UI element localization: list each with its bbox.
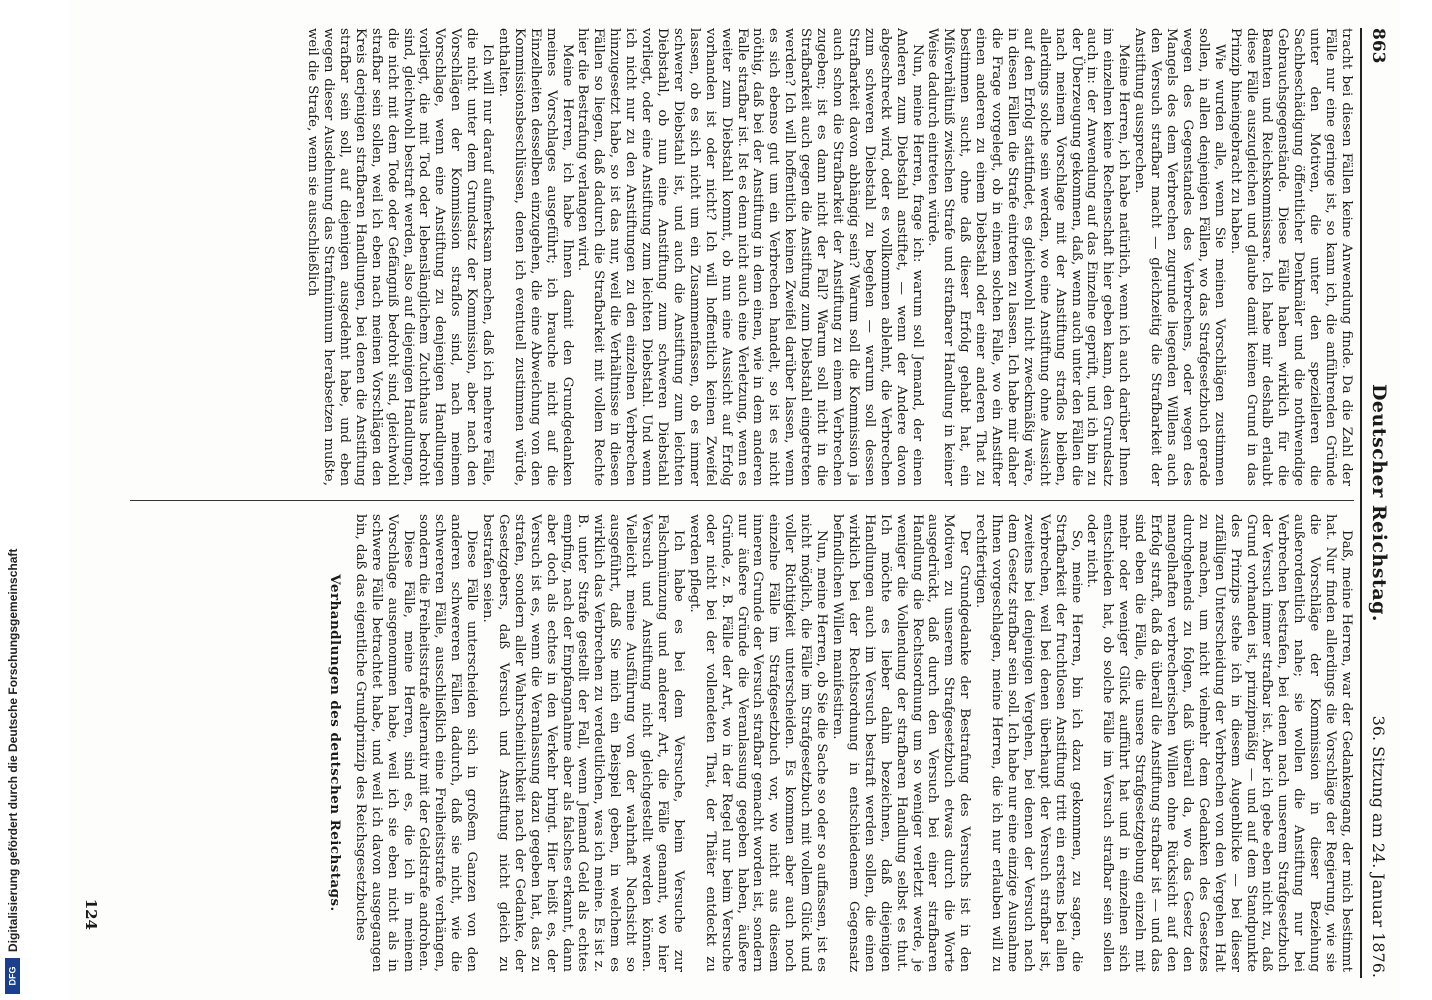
paragraph: Ich will nur darauf aufmerksam machen, daß ich mehrere Fälle, die nicht unter dem Grundsatz der Kommission, aber nach den Vorschlägen der Kommission straflos sind, nach meinem Vorschlage, wenn eine Anstiftung zu denjenigen Handlungen vorliegt, die mit Tod oder lebenslänglichem Zuchthaus bedroht sind, gleichwohl bestraft werden, also auf diejenigen Handlungen, die nicht mit dem Tode oder Gefängniß bedroht sind, gleichwohl strafbar sein sollen, weil ich eben nach meinen Vorschlägen den Kreis derjenigen strafbaren Handlungen, bei denen die Anstiftung strafbar sein soll, auf diejenigen ausgedehnt habe, und eben wegen dieser Ausdehnung das Strafminimum herabsetzen mußte, weil die Strafe, wenn sie ausschließlich	[305, 28, 496, 486]
paragraph: Diese Fälle, meine Herren, sind es, die ich in meinem Vorschlage ausgenommen habe, weil ich sie eben nicht als in schwere Fälle betrachtet habe, und weil ich davon ausgegangen bin, daß das eigentliche Grundprinzip des Reichsgesetzbuches	[352, 514, 416, 972]
page-header	[1360, 28, 1392, 978]
dfg-logo-text: DFG	[7, 966, 18, 986]
paragraph: Diese Fälle unterscheiden sich in großem Ganzen von den anderen schwereren Fällen dadurch, daß sie nicht, wie die schwereren Fälle, ausschließlich eine Freiheitsstrafe verhängen, sondern die Freiheitsstrafe alternativ mit der Geldstrafe androhen.	[416, 514, 480, 972]
text-column-left	[80, 28, 1354, 486]
footer-line: Verhandlungen des deutschen Reichstags.	[326, 574, 343, 912]
digitization-credit	[2, 0, 22, 1000]
column-divider	[130, 500, 1354, 501]
sheet-signature: 124	[82, 898, 100, 930]
credit-text: Digitalisierung gefördert durch die Deutsche Forschungsgemeinschaft	[6, 548, 20, 952]
paragraph: Meine Herren, ich habe Ihnen damit den Grundgedanken meines Vorschlages ausgeführt; ich brauche nicht auf die Einzelheiten desselben einzugehen, die eine Abweichung von den Kommissionsbeschlüssen, denen ich eventuell zustimmen würde, enthalten.	[495, 28, 575, 486]
paragraph: Daß, meine Herren, war der Gedankengang, der mich bestimmt hat. Nur finden allerdings die Vorschläge der Regierung, wie sie die Vorschläge der Kommission in dieser Beziehung außerordentlich nahe; sie wollen die Anstiftung nur bei Verbrechen bestrafen, bei denen nach unserem Strafgesetzbuch der Versuch immer strafbar ist. Aber ich gebe eben nicht zu, daß Grund vorhanden ist, prinzipmäßig — und auf dem Standpunkte des Prinzips stehe ich in diesem Augenblicke — bei dieser zufälligen Unterscheidung der Verbrechen von den Vergehen Halt zu machen, um nicht vielmehr dem Gedanken des Gesetzes durchgehends zu folgen, daß überall da, wo das Gesetz den mangelhaften verbrecherischen Willen ohne Rücksicht auf den Erfolg straft, daß da überall die Anstiftung strafbar ist — und das sind eben die Fälle, die unsere Strafgesetzgebung einzeln mit mehr oder weniger Glück aufführt hat und in einzelnen sich entschieden hat, ob solche Fälle im Versuch strafbar sein sollen oder nicht.	[1084, 514, 1354, 972]
scanned-page	[70, 0, 1400, 1000]
paragraph: tracht bei diesen Fällen keine Anwendung finde. Da die Zahl der Fälle nur eine geringe ist, so kann ich, die anführenden Gründe unter den Motiven, die unter den spezielleren die Sachbeschädigung öffentlicher Denkmäler und die nothwendige Gebrauchsgegenstände. Diese Fälle haben wirklich für die Beamten und Reichskommissare. Ich habe mir deshalb erlaubt diese Fälle auszugleichen und glaube damit keinen Grund in das Prinzip hineingebracht zu haben.	[1227, 28, 1354, 486]
paragraph: Ich habe es bei dem Versuche, beim Versuche zur Falschmünzung und anderer Art, die Fälle genannt, wo hier Versuch und Anstiftung nicht gleichgestellt werden können. Vielleicht meine Ausführung von der wahrhaft Nachsicht so ausgeführt, daß Sie mich ein Beispiel geben, in welchem es wirklich das Verbrechen zu verdeutlichen, was ich meine. Es ist z. B. unter Strafe gestellt der Fall, wenn Jemand Geld als echtes empfing, nach der Empfangnahme aber als falsches erkannt, dann aber doch als echtes in den Verkehr bringt. Hier heißt es, der Versuch ist es, wenn die Veranlassung dazu gegeben hat, das zu strafen, sondern aller Wahrscheinlichkeit nach der Gedanke, der Gesetzgebers, daß Versuch und Anstiftung nicht gleich zu bestrafen seien.	[480, 514, 686, 972]
text-column-right	[80, 514, 1354, 972]
paragraph: Nun, meine Herren, ob Sie die Sache so oder so auffassen, ist es nicht möglich, die Fälle im Strafgesetzbuch mit vollem Glück und voller Richtigkeit unterscheiden. Es kommen aber auch noch einzelne Fälle im Strafgesetzbuch vor, wo nicht aus diesem inneren Grunde der Versuch strafbar gemacht worden ist, sondern nur äußere Gründe die Veranlassung gegeben haben, äußere Gründe, z. B. Fälle der Art, wo in der Regel nur beim Versuche oder nicht bei der vollendeten That, der Thäter entdeckt zu werden pflegt.	[686, 514, 830, 972]
publication-title: Deutscher Reichstag.	[1368, 383, 1390, 623]
paragraph: So, meine Herren, bin ich dazu gekommen, zu sagen, die Strafbarkeit der fruchtlosen Anstiftung tritt ein erstens bei allen Verbrechen, weil bei denen überhaupt der Versuch strafbar ist, zweitens bei denjenigen Vergehen, bei denen der Versuch nach dem Gesetz strafbar sein soll. Ich habe nur eine einzige Ausnahme Ihnen vorgeschlagen, meine Herren, die ich nur erlauben will zu rechtfertigen.	[973, 514, 1084, 972]
paragraph: Meine Herren, ich habe natürlich, wenn ich auch darüber Ihnen im einzelnen keine Rechenschaft hier geben kann, den Grundsatz auch in: der Anwendung auf das Einzelne geprüft, und ich bin zu der Überzeugung gekommen, daß, wenn auch unter den Fällen die nach meinem Vorschlage mit der Anstiftung straflos bleiben, allerdings solche sein werden, wo eine Anstiftung ohne Aussicht auf den Erfolg stattfindet, es gleichwohl nicht zweckmäßig wäre, in diesen Fällen die Strafe eintreten zu lassen. Ich habe mir daher die Frage vorgelegt, ob in einem solchen Falle, wo ein Anstifter einen anderen zu einem Diebstahl oder einer anderen That zu bestimmen sucht, ohne daß dieser Erfolg gehabt hat, ein Mißverhältniß zwischen Strafe und strafbarer Handlung in keiner Weise dadurch eintreten würde.	[925, 28, 1132, 486]
paragraph: Der Grundgedanke der Bestrafung des Versuchs ist in den Motiven zu unserem Strafgesetzbuch etwas durch die Worte ausgedrückt, daß durch den Versuch bei einer strafbaren Handlung die Rechtsordnung um so weniger verletzt werde, je weniger die Vollendung der strafbaren Handlung selbst es thut. Ich möchte es lieber dahin bezeichnen, daß diejenigen Handlungen auch im Versuch bestraft werden sollen, die einen wirklich bei der Rechtsordnung in entschiedenem Gegensatz befindlichen Willen manifestiren.	[830, 514, 973, 972]
paragraph: Wie wurden alle, wenn Sie meinen Vorschlägen zustimmen sollen, in allen denjenigen Fällen, wo das Strafgesetzbuch gerade wegen des Gegenstandes des Verbrechens, oder wegen des Mangels des dem Verbrechen zugrunde liegenden Willens auch den Versuch strafbar macht — gleichzeitig die Strafbarkeit der Anstiftung aussprechen.	[1132, 28, 1227, 486]
paragraph: Nun, meine Herren, frage ich: warum soll Jemand, der einen Anderen zum Diebstahl anstiftet, — wenn der Andere davon abgeschreckt wird, oder es vollkommen ablehnt, die Verbrechen zum schweren Diebstahl zu begehen — warum soll dessen Strafbarkeit davon abhängig sein? Warum soll die Kommission ja auch schon die Strafbarkeit der Anstiftung zu einem Verbrechen zugeben; ist es dann nicht der Fall? Warum soll nicht in die Strafbarkeit auch gegen die Anstiftung zum Diebstahl eingetreten werden? Ich will hoffentlich keinen Zweifel darüber lassen, wenn es sich ebenso gut um ein Verbrechen handelt, so ist es nicht nöthig, daß bei der Anstiftung in dem einen, wie in dem anderen Falle strafbar ist. Ist es denn nicht auch eine Verletzung, wenn es weiter zum Diebstahl kommt, ob nun eine Aussicht auf Erfolg vorhanden ist oder nicht? Ich will hoffentlich keinen Zweifel lassen, ob es sich nicht um ein Zusammenfassen, ob es immer schwerer Diebstahl ist, und auch die Anstiftung zum leichten Diebstahl, ob nun eine Anstiftung zum schweren Diebstahl vorliegt, oder eine Anstiftung zum leichten Diebstahl. Und wenn ich nicht nur zu den Anstiftungen zu den einzelnen Verbrechen hinzugesetzt habe, so ist das nur, weil die Verhältnisse in diesen Fällen so liegen, daß dadurch die Strafbarkeit mit vollem Rechte hier die Bestrafung verlangen wird.	[575, 28, 925, 486]
session-date: 36. Sitzung am 24. Januar 1876.	[1369, 715, 1388, 978]
page-number: 863	[1368, 28, 1388, 64]
dfg-logo-icon	[5, 958, 20, 994]
